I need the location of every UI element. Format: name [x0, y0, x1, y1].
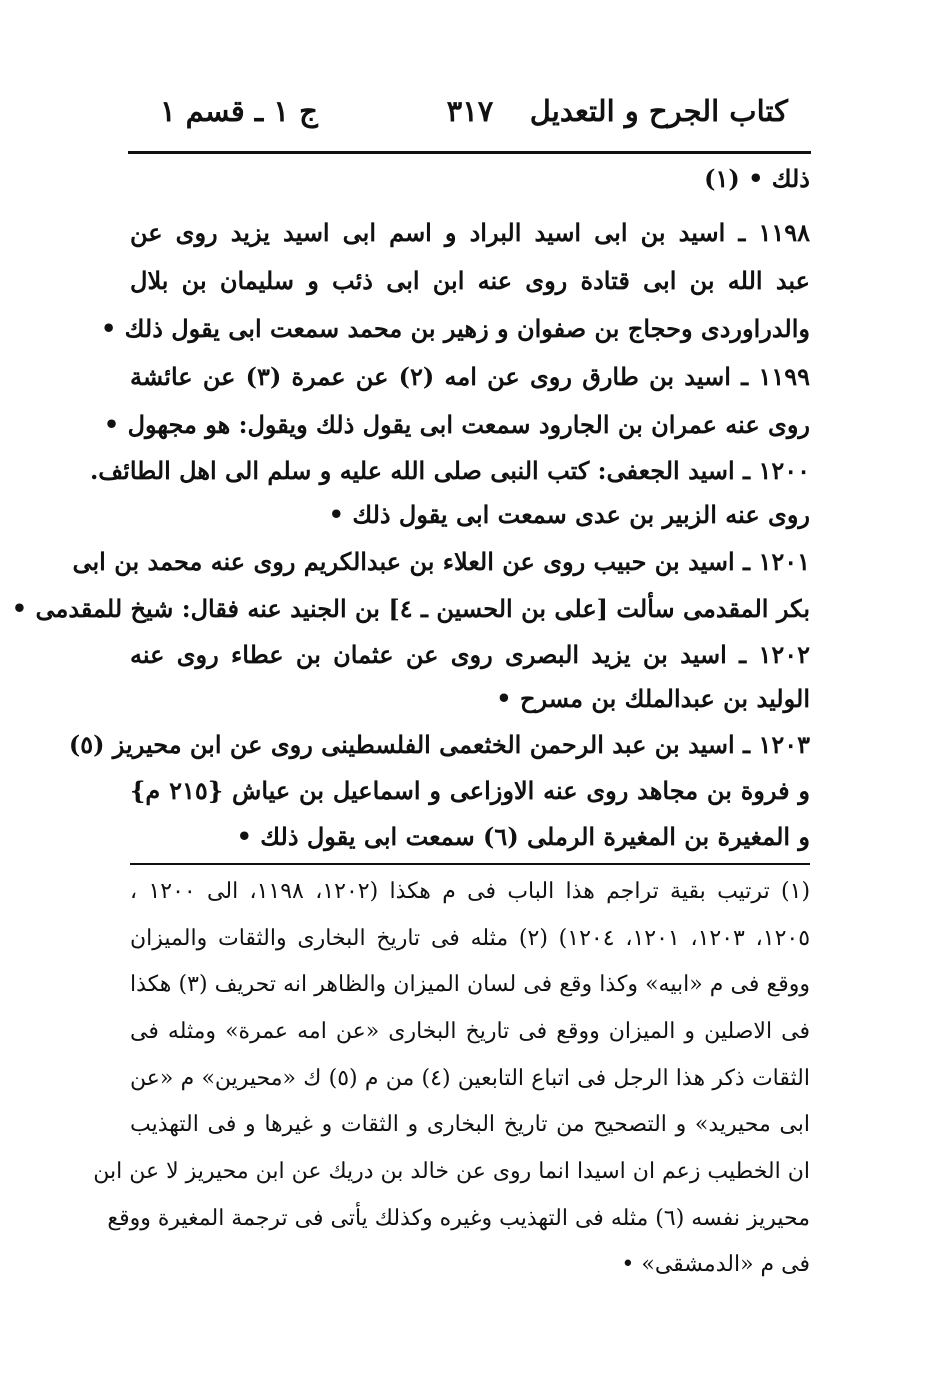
text-line: روى عنه عمران بن الجارود سمعت ابى يقول ذلك ويقول: هو مجهول •: [103, 410, 810, 439]
text-line: ١٢٠١ ـ اسيد بن حبيب روى عن العلاء بن عبدالكريم روى عنه محمد بن ابى: [72, 547, 810, 576]
volume-section: ج ١ ـ قسم ١: [160, 94, 318, 128]
text-line: ١١٩٨ ـ اسيد بن ابى اسيد البراد و اسم ابى اسيد يزيد روى عن: [130, 218, 810, 247]
text-line: ١١٩٩ ـ اسيد بن طارق روى عن امه (٢) عن عمرة (٣) عن عائشة: [130, 362, 810, 391]
footnote-line: ابى محيريد» و التصحيح من تاريخ البخارى و الثقات و غيرها و فى التهذيب: [130, 1112, 810, 1137]
text-line: والدراوردى وحجاج بن صفوان و زهير بن محمد سمعت ابى يقول ذلك •: [100, 314, 810, 343]
footnote-line: فى الاصلين و الميزان ووقع فى تاريخ البخارى «عن امه عمرة» ومثله فى: [130, 1019, 810, 1044]
text-line: ١٢٠٠ ـ اسيد الجعفى: كتب النبى صلى الله عليه و سلم الى اهل الطائف.: [89, 456, 810, 485]
text-line: روى عنه الزبير بن عدى سمعت ابى يقول ذلك •: [328, 500, 810, 529]
footnote-line: الثقات ذكر هذا الرجل فى اتباع التابعين (٤) من م (٥) ك «محيرين» م «عن: [130, 1066, 810, 1091]
footnote-line: ١٢٠٥، ١٢٠٣، ١٢٠١، ١٢٠٤) (٢) مثله فى تاريخ البخارى والثقات والميزان: [130, 926, 811, 951]
page-number: ٣١٧: [446, 94, 494, 128]
text-line: بكر المقدمى سألت [على بن الحسين ـ ٤] بن الجنيد عنه فقال: شيخ للمقدمى •: [11, 594, 810, 623]
text-line: ذلك • (١): [704, 164, 810, 193]
footnote-line: ووقع فى م «ابيه» وكذا وقع فى لسان الميزان والظاهر انه تحريف (٣) هكذا: [130, 972, 810, 997]
footnote-line: فى م «الدمشقى» •: [621, 1252, 810, 1277]
footnote-line: ان الخطيب زعم ان اسيدا انما روى عن خالد بن دريك عن ابن محيريز لا عن ابن: [93, 1159, 810, 1184]
footnote-rule: [130, 863, 810, 865]
text-line: ١٢٠٣ ـ اسيد بن عبد الرحمن الخثعمى الفلسطينى روى عن ابن محيريز (٥): [68, 730, 810, 759]
text-line: ١٢٠٢ ـ اسيد بن يزيد البصرى روى عن عثمان بن عطاء روى عنه: [130, 640, 810, 669]
page-header: [130, 88, 810, 148]
text-line: الوليد بن عبدالملك بن مسرح •: [496, 684, 810, 713]
footnote-line: محيريز نفسه (٦) مثله فى التهذيب وغيره وكذلك يأتى فى ترجمة المغيرة ووقع: [107, 1206, 810, 1231]
header-rule: [128, 151, 811, 154]
text-line: و فروة بن مجاهد روى عنه الاوزاعى و اسماعيل بن عياش {٢١٥ م}: [130, 776, 810, 805]
text-line: عبد الله بن ابى قتادة روى عنه ابن ابى ذئب و سليمان بن بلال: [130, 266, 810, 295]
footnote-line: (١) ترتيب بقية تراجم هذا الباب فى م هكذا (١٢٠٢، ١١٩٨، الى ١٢٠٠ ،: [130, 879, 811, 904]
text-line: و المغيرة بن المغيرة الرملى (٦) سمعت ابى يقول ذلك •: [236, 822, 810, 851]
book-title: كتاب الجرح و التعديل: [529, 94, 788, 128]
